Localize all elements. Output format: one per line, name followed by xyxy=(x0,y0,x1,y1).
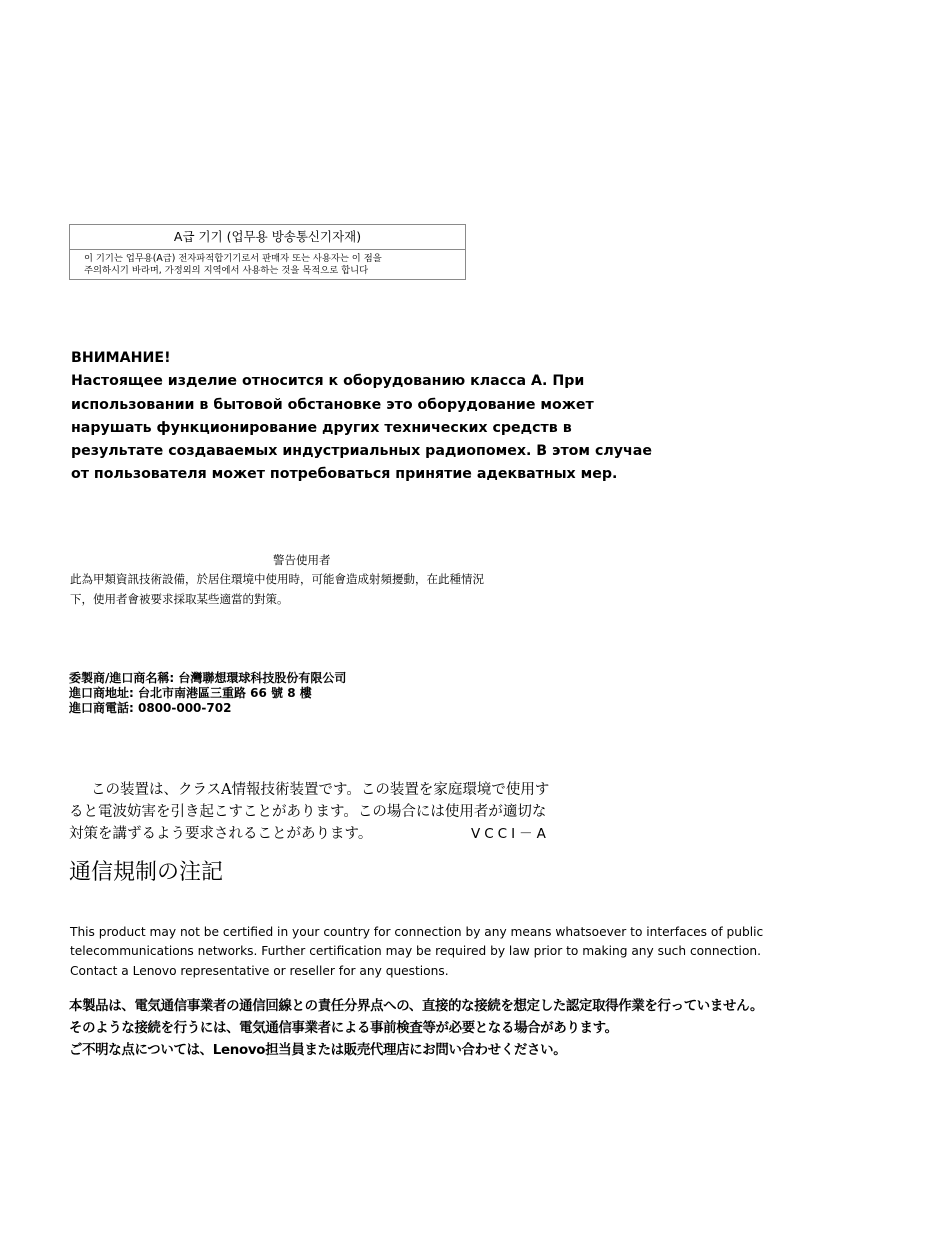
vcci-mark: VCCI－A xyxy=(471,826,550,842)
importer-info xyxy=(69,671,346,716)
english-notice-line: Contact a Lenovo representative or reseller for any questions. xyxy=(70,963,449,978)
japanese-notice-line: 本製品は、電気通信事業者の通信回線との責任分界点への、直接的な接続を想定した認定取得作業を行っていません。 xyxy=(69,999,764,1014)
importer-name: 委製商/進口商名稱: 台灣聯想環球科技股份有限公司 xyxy=(69,671,347,685)
russian-notice-line: Настоящее изделие относится к оборудованию класса А. При xyxy=(71,373,585,390)
taiwan-notice-title: 警告使用者 xyxy=(273,553,331,567)
japanese-notice-line: そのような接続を行うには、電気通信事業者による事前検査等が必要となる場合があります。 xyxy=(69,1021,618,1036)
importer-phone: 進口商電話: 0800-000-702 xyxy=(69,701,232,715)
korean-notice-title: A급 기기 (업무용 방송통신기자재) xyxy=(70,225,465,250)
vcci-notice-line: この装置は、クラスA情報技術装置です。この装置を家庭環境で使用す xyxy=(91,782,550,798)
korean-notice-line: 주의하시기 바라며, 가정외의 지역에서 사용하는 것을 목적으로 합니다 xyxy=(84,265,369,276)
russian-notice-line: от пользователя может потребоваться принятие адекватных мер. xyxy=(71,466,618,483)
importer-address: 進口商地址: 台北市南港區三重路 66 號 8 樓 xyxy=(69,686,312,700)
vcci-notice-line: ると電波妨害を引き起こすことがあります。この場合には使用者が適切な xyxy=(69,804,547,820)
english-notice-line: This product may not be certified in your country for connection by any means whatsoever to interfaces of public xyxy=(70,925,764,939)
russian-notice-line: использовании в бытовой обстановке это оборудование может xyxy=(71,396,594,413)
russian-notice-title: ВНИМАНИЕ! xyxy=(71,350,171,366)
russian-notice xyxy=(71,347,652,487)
korean-class-a-notice xyxy=(69,224,466,280)
japanese-notice xyxy=(69,996,763,1062)
vcci-notice xyxy=(69,779,549,845)
english-notice xyxy=(70,923,763,981)
japanese-notice-line: ご不明な点については、Lenovo担当員または販売代理店にお問い合わせください。 xyxy=(69,1043,567,1058)
taiwan-notice-body xyxy=(70,570,484,609)
korean-notice-body xyxy=(70,250,465,277)
korean-notice-line: 이 기기는 업무용(A급) 전자파적합기기로서 판매자 또는 사용자는 이 점을 xyxy=(84,253,382,264)
russian-notice-line: результате создаваемых индустриальных радиопомех. В этом случае xyxy=(71,443,652,460)
section-heading: 通信規制の注記 xyxy=(69,860,224,885)
english-notice-line: telecommunications networks. Further certification may be required by law prior to making any such connection. xyxy=(70,944,762,959)
taiwan-notice-line: 此為甲類資訊技術設備，於居住環境中使用時，可能會造成射頻擾動，在此種情況 xyxy=(70,572,484,586)
russian-notice-line: нарушать функционирование других технических средств в xyxy=(71,419,572,436)
taiwan-notice-line: 下，使用者會被要求採取某些適當的對策。 xyxy=(70,591,289,606)
vcci-notice-line: 対策を講ずるよう要求されることがあります。 xyxy=(69,826,373,842)
